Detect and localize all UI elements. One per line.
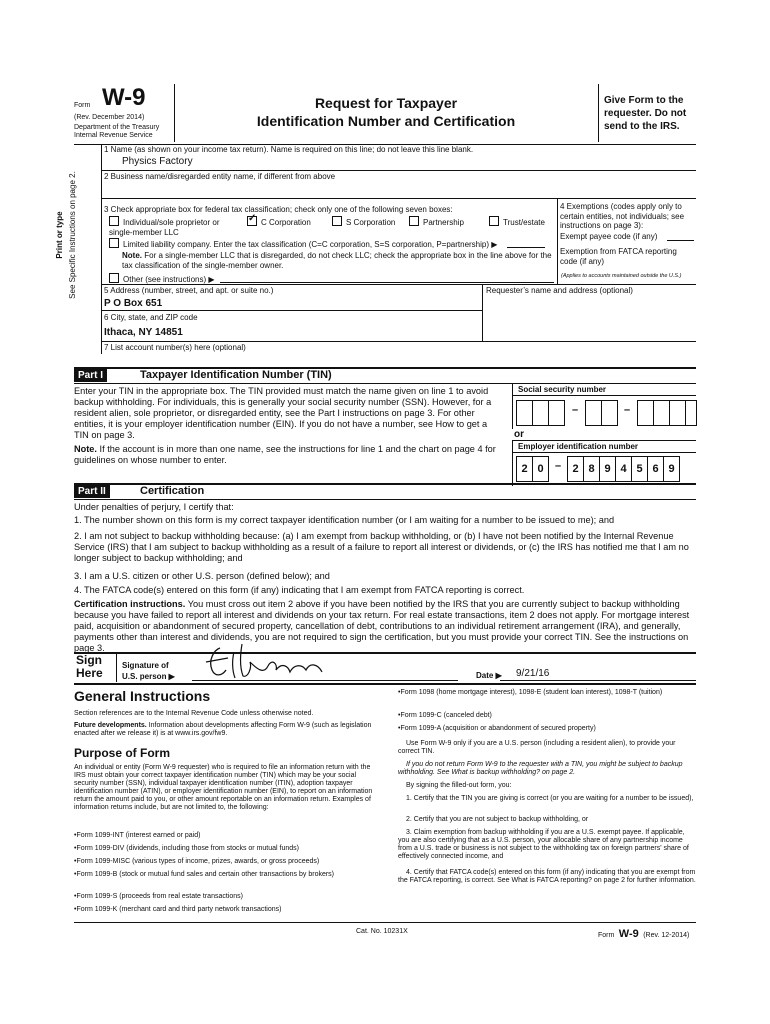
cert-item-1: 1. The number shown on this form is my correct taxpayer identification number (or I am waiting for a number to be issued to me); and [74, 515, 615, 525]
title-line-1: Request for Taxpayer [314, 95, 458, 111]
dept-line-2: Internal Revenue Service [74, 132, 153, 139]
line-2-label: 2 Business name/disregarded entity name, if different from above [104, 172, 336, 181]
numbered-item-2: 2. Certify that you are not subject to backup withholding, or [406, 816, 589, 823]
use-form-text: Use Form W-9 only if you are a U.S. person (including a resident alien), to provide your correct TIN. [398, 740, 676, 755]
future-developments [74, 722, 378, 738]
checkbox-trust-estate[interactable] [489, 216, 499, 226]
form-name: W-9 [102, 84, 146, 111]
cert-instructions-text: You must cross out item 2 above if you have been notified by the IRS that you are currently subject to backup withholding because you have failed to report all interest and dividends on your tax return. For real estate transactions, item 2 does not apply. For mortgage interest paid, acquisition or abandonment of secured property, cancellation of debt, contributions to an individual retirement arrangement (IRA), and generally, payments other than interest and dividends, you are not required to sign the certification, but you must provide your correct TIN. See the instructions on page 3. [74, 599, 690, 653]
line-2-business-field[interactable] [104, 182, 694, 198]
footer-form-id [598, 924, 689, 942]
ssn-dash-2: – [624, 404, 631, 416]
part-1-body: Enter your TIN in the appropriate box. The TIN provided must match the name given on line 1 to avoid backup withholding. For individuals, this is generally your social security number (SSN). However, for a resident alien, sole proprietor, or disregarded entity, see the Part I instructions on page 3. For other entities, it is your employer identification number (EIN). If you do not have a number, see How to get a TIN on page 3. [74, 386, 492, 440]
line-7-label: 7 List account number(s) here (optional) [104, 343, 246, 352]
ssn-digit-6[interactable] [637, 400, 654, 426]
checkbox-llc[interactable] [109, 238, 119, 248]
part-1-title: Taxpayer Identification Number (TIN) [140, 369, 332, 381]
class-c-corp-label: C Corporation [261, 218, 311, 227]
right-bullet-1: • Form 1098 (home mortgage interest), 1098-E (student loan interest), 1098-T (tuition) [398, 689, 696, 697]
exempt-payee-label: Exempt payee code (if any) [560, 232, 658, 241]
class-partnership-label: Partnership [423, 218, 464, 227]
class-partnership[interactable] [409, 216, 464, 228]
signature-label-1: Signature of [122, 661, 169, 670]
checkbox-individual[interactable] [109, 216, 119, 226]
ssn-digit-1[interactable] [516, 400, 533, 426]
general-instructions-title: General Instructions [74, 688, 211, 704]
line-3-label: 3 Check appropriate box for federal tax classification; check only one of the following seven boxes: [104, 205, 453, 214]
ein-digit-1[interactable]: 2 [516, 456, 533, 482]
part-2-intro: Under penalties of perjury, I certify that: [74, 502, 234, 512]
ein-digit-9[interactable]: 9 [663, 456, 680, 482]
line-1-label: 1 Name (as shown on your income tax return). Name is required on this line; do not leave this line blank. [104, 145, 474, 154]
by-signing-text: By signing the filled-out form, you: [406, 782, 512, 789]
ein-dash: – [555, 460, 562, 472]
catalog-number: Cat. No. 10231X [356, 928, 408, 935]
other-label: Other (see instructions) ▶ [123, 275, 215, 284]
class-c-corp[interactable] [247, 216, 311, 228]
purpose-title: Purpose of Form [74, 746, 171, 760]
left-bullet-1: • Form 1099-INT (interest earned or paid) [74, 832, 378, 840]
form-header [74, 82, 696, 144]
line-5-address-field[interactable]: P O Box 651 [104, 298, 163, 309]
ssn-digit-5[interactable] [601, 400, 618, 426]
ein-digit-3[interactable]: 2 [567, 456, 584, 482]
left-bullet-2: • Form 1099-DIV (dividends, including those from stocks or mutual funds) [74, 845, 378, 853]
title-line-2: Identification Number and Certification [256, 113, 516, 129]
footer-form-label: Form [598, 932, 615, 939]
left-bullet-6: • Form 1099-K (merchant card and third party network transactions) [74, 906, 378, 914]
class-llc[interactable] [109, 238, 555, 250]
llc-note-text: For a single-member LLC that is disregarded, do not check LLC; check the appropriate box in the line above for the tax classification of the single-member owner. [122, 251, 552, 270]
ein-digit-6[interactable]: 4 [615, 456, 632, 482]
ein-digit-8[interactable]: 6 [647, 456, 664, 482]
side-label [55, 140, 85, 330]
numbered-item-4: 4. Certify that FATCA code(s) entered on this form (if any) indicating that you are exempt from the FATCA reporting, is correct. See What is FATCA reporting? on page 2 for further information. [398, 869, 696, 884]
part-2-title: Certification [140, 485, 205, 497]
ein-digit-2[interactable]: 0 [532, 456, 549, 482]
line-6-city-field[interactable]: Ithaca, NY 14851 [104, 327, 183, 338]
ssn-digit-4[interactable] [585, 400, 602, 426]
form-title [174, 94, 598, 130]
sign-here-line-1: Sign [76, 653, 102, 667]
part-1-tag: Part I [74, 369, 107, 382]
or-label: or [514, 429, 524, 440]
numbered-item-1: 1. Certify that the TIN you are giving is correct (or you are waiting for a number to be issued), [406, 795, 694, 802]
cert-item-3: 3. I am a U.S. citizen or other U.S. person (defined below); and [74, 571, 330, 581]
footer-form-name: W-9 [618, 928, 639, 940]
ssn-digit-3[interactable] [548, 400, 565, 426]
rev-date: (Rev. December 2014) [74, 114, 145, 121]
fatca-note: (Applies to accounts maintained outside the U.S.) [561, 273, 682, 279]
right-bullet-2: • Form 1099-C (canceled debt) [398, 712, 696, 720]
checkbox-s-corporation[interactable] [332, 216, 342, 226]
class-trust[interactable] [489, 216, 545, 228]
ssn-digit-2[interactable] [532, 400, 549, 426]
ssn-label: Social security number [518, 385, 607, 394]
requester-label: Requester’s name and address (optional) [486, 286, 633, 295]
class-trust-label: Trust/estate [503, 218, 545, 227]
part-1-note-bold: Note. [74, 444, 97, 454]
purpose-text: An individual or entity (Form W-9 requester) who is required to file an information return with the IRS must obtain your correct taxpayer identification number (TIN) which may be your social security number (SSN), individual taxpayer identification number (ITIN), adoption taxpayer identification number (ATIN), or employer identification number (EIN), to report on an information return the amount paid to you, or other amount reportable on an information return. Examples of information returns include, but are not limited to, the following: [74, 764, 373, 811]
side-label-see: See Specific Instructions on page 2. [68, 171, 77, 299]
llc-note [122, 251, 556, 270]
section-references: Section references are to the Internal Revenue Code unless otherwise noted. [74, 710, 314, 717]
class-s-corp-label: S Corporation [346, 218, 396, 227]
line-5-label: 5 Address (number, street, and apt. or suite no.) [104, 286, 274, 295]
line-1-name-field[interactable]: Physics Factory [122, 156, 193, 167]
checkbox-c-corporation[interactable] [247, 216, 257, 226]
ssn-digit-7[interactable] [653, 400, 670, 426]
exemptions-title: 4 Exemptions (codes apply only to certain entities, not individuals; see instructions on page 3): [560, 202, 685, 230]
form-label: Form [74, 102, 91, 109]
left-bullet-4: • Form 1099-B (stock or mutual fund sales and certain other transactions by brokers) [74, 871, 378, 879]
signature-label [122, 660, 175, 682]
ssn-dash-1: – [572, 404, 579, 416]
signature-label-2: U.S. person ▶ [122, 672, 175, 681]
cert-item-2: 2. I am not subject to backup withholding because: (a) I am exempt from backup withholding, or (b) I have not been notified by the Internal Revenue Service (IRS) that I am subject to backup withholding as a result of a failure to report all interest or dividends, or (c) the IRS has notified me that I am no longer subject to backup withholding; and [74, 531, 689, 563]
signature-image[interactable] [198, 640, 330, 682]
checkbox-other[interactable] [109, 273, 119, 283]
left-bullet-3: • Form 1099-MISC (various types of income, prizes, awards, or gross proceeds) [74, 858, 378, 866]
future-developments-text: Information about developments affecting Form W-9 (such as legislation enacted after we release it) is at www.irs.gov/fw9. [74, 722, 372, 737]
checkbox-partnership[interactable] [409, 216, 419, 226]
ssn-digit-9[interactable] [685, 400, 697, 426]
cert-instructions-bold: Certification instructions. [74, 599, 186, 609]
numbered-item-3: 3. Claim exemption from backup withholding if you are a U.S. exempt payee. If applicable, you are also certifying that as a U.S. person, your allocable share of any partnership income from a U.S. trade or business is not subject to the withholding tax on foreign partners' share of effectively connected income, and [398, 829, 689, 860]
future-developments-bold: Future developments. [74, 722, 147, 729]
sign-here-line-2: Here [76, 666, 103, 680]
part-1-note [74, 444, 502, 466]
class-individual[interactable] [109, 216, 239, 237]
give-form-note: Give Form to the requester. Do not send to the IRS. [604, 95, 687, 132]
class-s-corp[interactable] [332, 216, 395, 228]
ein-digit-5[interactable]: 9 [599, 456, 616, 482]
ein-label: Employer identification number [518, 442, 639, 451]
sign-here [76, 654, 103, 680]
part-2-tag: Part II [74, 485, 110, 498]
side-label-print: Print or type [55, 211, 64, 259]
cert-instructions [74, 599, 696, 654]
llc-label: Limited liability company. Enter the tax classification (C=C corporation, S=S corporation, P=partnership) ▶ [123, 240, 498, 249]
llc-note-bold: Note. [122, 251, 142, 260]
part-1-note-text: If the account is in more than one name, see the instructions for line 1 and the chart on page 4 for guidelines on whose number to enter. [74, 444, 496, 465]
dept-line-1: Department of the Treasury [74, 124, 160, 131]
ein-digit-7[interactable]: 5 [631, 456, 648, 482]
date-field[interactable]: 9/21/16 [516, 668, 550, 679]
left-bullet-5: • Form 1099-S (proceeds from real estate transactions) [74, 893, 378, 901]
line-6-label: 6 City, state, and ZIP code [104, 313, 198, 322]
footer-rev: (Rev. 12-2014) [643, 932, 690, 939]
cert-item-4: 4. The FATCA code(s) entered on this form (if any) indicating that I am exempt from FATCA reporting is correct. [74, 585, 525, 595]
right-bullet-3: • Form 1099-A (acquisition or abandonment of secured property) [398, 725, 696, 733]
class-individual-label: Individual/sole proprietor or single-member LLC [109, 218, 220, 237]
ein-digit-4[interactable]: 8 [583, 456, 600, 482]
class-other[interactable] [109, 273, 215, 285]
date-label: Date ▶ [476, 671, 502, 680]
backup-withholding-text: If you do not return Form W-9 to the requester with a TIN, you might be subject to backup withholding. See What is backup withholding? on page 2. [398, 761, 683, 776]
ssn-digit-8[interactable] [669, 400, 686, 426]
fatca-label: Exemption from FATCA reporting code (if any) [560, 247, 677, 266]
